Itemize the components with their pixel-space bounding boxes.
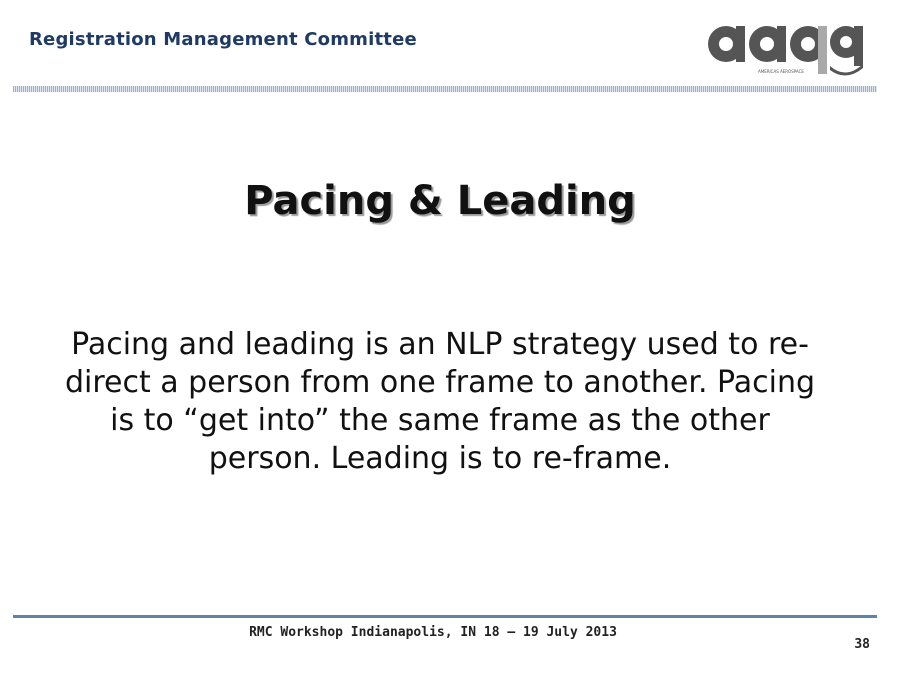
aaqg-logo	[706, 16, 868, 78]
slide-title: Pacing & Leading	[244, 178, 636, 224]
footer-divider	[13, 615, 877, 618]
aaqg-logo-graphic	[706, 16, 868, 78]
page-number: 38	[854, 637, 870, 652]
slide-body-text: Pacing and leading is an NLP strategy used to re-direct a person from one frame to another. Pacing is to “get into” the same frame as the other person. Leading is to re-frame.	[64, 327, 816, 476]
header-divider	[13, 86, 877, 92]
svg-text:AMERICAS AEROSPACE: AMERICAS AEROSPACE	[758, 69, 804, 74]
footer-event-text: RMC Workshop Indianapolis, IN 18 – 19 July 2013	[249, 625, 617, 640]
header-title: Registration Management Committee	[29, 29, 417, 50]
